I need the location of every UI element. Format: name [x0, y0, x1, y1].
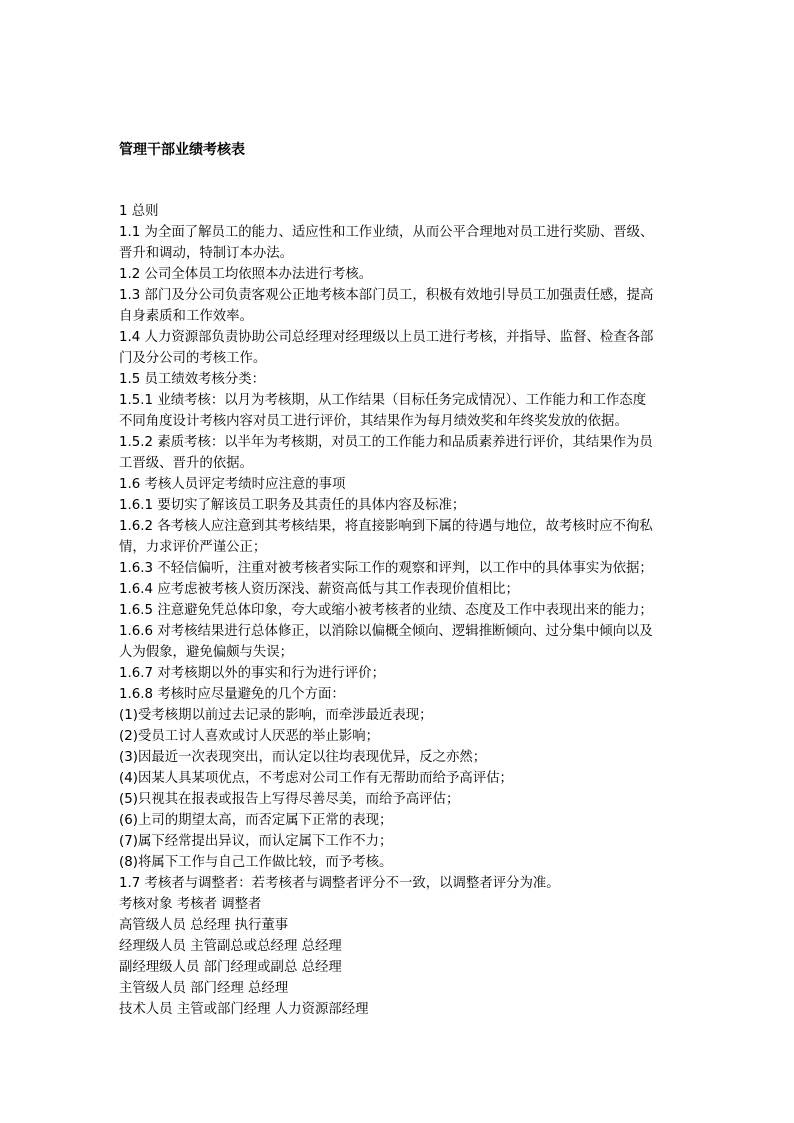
text-line: 1.3 部门及分公司负责客观公正地考核本部门员工，积极有效地引导员工加强责任感，提高 — [119, 288, 654, 303]
text-line: 1.6.8 考核时应尽量避免的几个方面： — [119, 687, 345, 702]
text-line: 主管级人员 部门经理 总经理 — [119, 981, 289, 996]
text-line: 人为假象，避免偏颇与失误； — [119, 645, 294, 660]
text-line: (1)受考核期以前过去记录的影响，而牵涉最近表现； — [119, 708, 433, 723]
text-line: (5)只视其在报表或报告上写得尽善尽美，而给予高评估； — [119, 792, 460, 807]
text-line: (8)将属下工作与自己工作做比较，而予考核。 — [119, 855, 393, 870]
text-line: 工晋级、晋升的依据。 — [119, 456, 253, 471]
text-line: 1.6.2 各考核人应注意到其考核结果，将直接影响到下属的待遇与地位，故考核时应不徇私 — [119, 519, 653, 534]
text-line: 1.2 公司全体员工均依照本办法进行考核。 — [119, 267, 373, 282]
text-line: 1.6.7 对考核期以外的事实和行为进行评价； — [119, 666, 385, 681]
text-line: 1.5.1 业绩考核：以月为考核期，从工作结果（目标任务完成情况）、工作能力和工作态度 — [119, 393, 647, 408]
text-line: 情，力求评价严谨公正； — [119, 540, 267, 555]
document-body — [119, 201, 681, 1020]
text-line: 技术人员 主管或部门经理 人力资源部经理 — [119, 1002, 369, 1017]
text-line: 晋升和调动，特制订本办法。 — [119, 246, 294, 261]
text-line: 1.7 考核者与调整者：若考核者与调整者评分不一致，以调整者评分为准。 — [119, 876, 560, 891]
text-line: 经理级人员 主管副总或总经理 总经理 — [119, 939, 342, 954]
text-line: 自身素质和工作效率。 — [119, 309, 253, 324]
text-line: 1.6 考核人员评定考绩时应注意的事项 — [119, 477, 346, 492]
text-line: 1.5 员工绩效考核分类： — [119, 372, 266, 387]
text-line: 1.6.5 注意避免凭总体印象，夸大或缩小被考核者的业绩、态度及工作中表现出来的能力； — [119, 603, 653, 618]
text-line: (2)受员工讨人喜欢或讨人厌恶的举止影响； — [119, 729, 379, 744]
text-line: (3)因最近一次表现突出，而认定以往均表现优异，反之亦然； — [119, 750, 487, 765]
text-line: 1 总则 — [119, 204, 159, 219]
text-line: (7)属下经常提出异议，而认定属下工作不力； — [119, 834, 393, 849]
text-line: 1.5.2 素质考核：以半年为考核期，对员工的工作能力和品质素养进行评价，其结果作为员 — [119, 435, 653, 450]
text-line: 门及分公司的考核工作。 — [119, 351, 267, 366]
text-line: 副经理级人员 部门经理或副总 总经理 — [119, 960, 342, 975]
text-line: 1.1 为全面了解员工的能力、适应性和工作业绩，从而公平合理地对员工进行奖励、晋级、 — [119, 225, 654, 240]
text-line: 1.6.3 不轻信偏听，注重对被考核者实际工作的观察和评判，以工作中的具体事实为依据； — [119, 561, 653, 576]
text-line: 1.6.4 应考虑被考核人资历深浅、薪资高低与其工作表现价值相比； — [119, 582, 519, 597]
text-line: 1.6.1 要切实了解该员工职务及其责任的具体内容及标准； — [119, 498, 466, 513]
document-title: 管理干部业绩考核表 — [119, 142, 245, 158]
text-line: 1.4 人力资源部负责协助公司总经理对经理级以上员工进行考核，并指导、监督、检查各部 — [119, 330, 654, 345]
text-line: (4)因某人具某项优点，不考虑对公司工作有无帮助而给予高评估； — [119, 771, 513, 786]
text-line: 高管级人员 总经理 执行董事 — [119, 918, 289, 933]
text-line: (6)上司的期望太高，而否定属下正常的表现； — [119, 813, 393, 828]
text-line: 1.6.6 对考核结果进行总体修正，以消除以偏概全倾向、逻辑推断倾向、过分集中倾向以及 — [119, 624, 653, 639]
text-line: 不同角度设计考核内容对员工进行评价，其结果作为每月绩效奖和年终奖发放的依据。 — [119, 414, 628, 429]
text-line: 考核对象 考核者 调整者 — [119, 897, 262, 912]
